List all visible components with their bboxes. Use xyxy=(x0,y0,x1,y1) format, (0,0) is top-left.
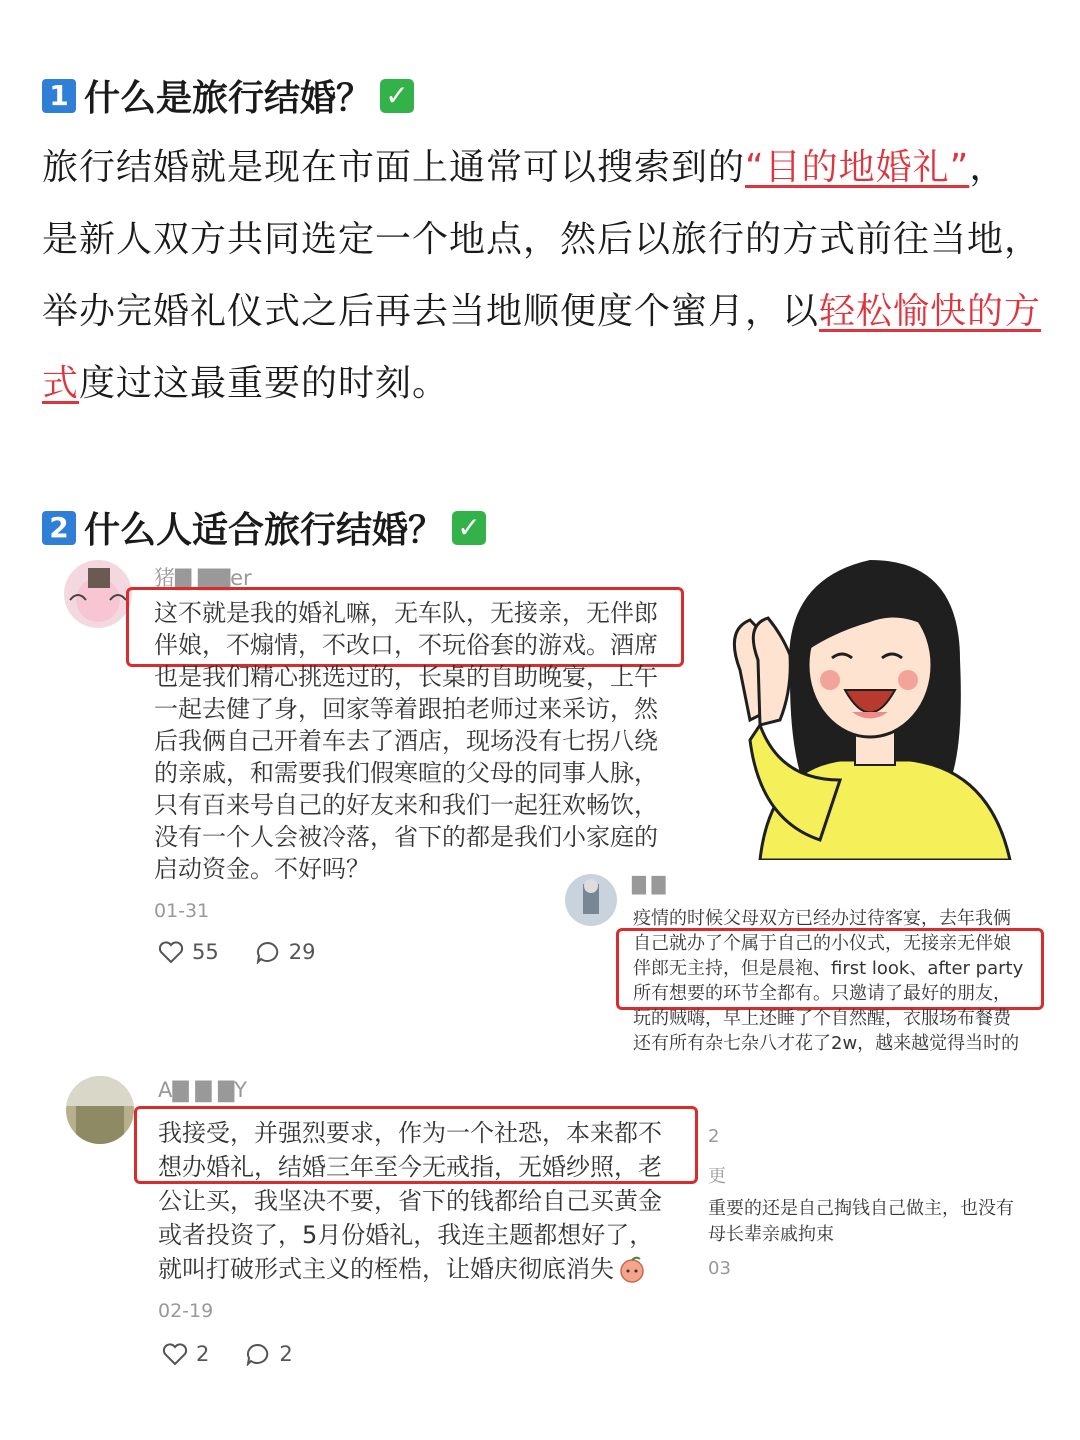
check-mark-icon: ✓ xyxy=(380,79,414,113)
comment-bubble-icon[interactable] xyxy=(245,1342,271,1366)
section-2-title: 什么人适合旅行结婚？ xyxy=(84,510,445,551)
comment-body xyxy=(158,1116,698,1286)
check-mark-icon: ✓ xyxy=(452,511,486,545)
woman-clapping-illustration xyxy=(720,540,1020,860)
avatar-illustration xyxy=(66,1076,134,1144)
intro-highlight-destination-wedding: “目的地婚礼” xyxy=(745,147,970,188)
section-1-title: 什么是旅行结婚？ xyxy=(84,78,373,119)
avatar[interactable] xyxy=(66,1076,134,1144)
comment-username[interactable]: A▇ ▇ ▇Y xyxy=(158,1078,247,1102)
intro-text-a: 旅行结婚就是现在市面上通常可以搜索到的 xyxy=(42,147,746,188)
intro-paragraph xyxy=(42,132,1042,420)
comment-count: 2 xyxy=(279,1342,293,1366)
comment-line: 伴郎无主持，但是晨袍、first look、after party xyxy=(633,958,1024,979)
partial-comment-line: 重要的还是自己掏钱自己做主，也没有 xyxy=(708,1198,1014,1219)
keycap-1-icon: 1 xyxy=(42,79,76,113)
comment-line: 想办婚礼，结婚三年至今无戒指，无婚纱照，老 xyxy=(158,1153,662,1181)
intro-text-c: 度过这最重要的时刻。 xyxy=(79,363,450,404)
comment-line: 一起去健了身，回家等着跟拍老师过来采访，然 xyxy=(154,695,658,723)
comment-body xyxy=(154,597,684,885)
comment-line: 没有一个人会被冷落，省下的都是我们小家庭的 xyxy=(154,823,658,851)
comment-line: 自己就办了个属于自己的小仪式，无接亲无伴娘 xyxy=(633,933,1011,954)
heart-icon[interactable] xyxy=(162,1342,188,1366)
partial-username-2: 更 xyxy=(708,1166,726,1187)
comment-username[interactable]: 猪▇ ▇▇er xyxy=(154,566,252,590)
comment-line-text: 就叫打破形式主义的桎梏，让婚庆彻底消失 xyxy=(158,1255,614,1283)
intro-highlight-relaxed-way: 轻松愉快的方式 xyxy=(42,291,1042,404)
like-count: 2 xyxy=(196,1342,210,1366)
comment-line: 这不就是我的婚礼嘛，无车队，无接亲，无伴郎 xyxy=(154,599,658,627)
comment-line: 伴娘，不煽情，不改口，不玩俗套的游戏。酒席 xyxy=(154,631,658,659)
partial-comment-date: 03 xyxy=(708,1258,731,1279)
comment-line: 的亲戚，和需要我们假寒暄的父母的同事人脉， xyxy=(154,759,658,787)
comment-line: 还有所有杂七杂八才花了2w，越来越觉得当时的 xyxy=(633,1033,1020,1054)
comment-line: 所有想要的环节全都有。只邀请了最好的朋友， xyxy=(633,983,1011,1004)
comment-date: 02-19 xyxy=(158,1300,214,1322)
heart-icon[interactable] xyxy=(158,940,184,964)
comment-line: 或者投资了，5月份婚礼，我连主题都想好了， xyxy=(158,1221,654,1249)
avatar[interactable] xyxy=(64,560,132,628)
comment-line xyxy=(158,1252,698,1286)
peach-emoji-icon xyxy=(618,1255,646,1283)
comment-line: 我接受，并强烈要求，作为一个社恐，本来都不 xyxy=(158,1119,662,1147)
avatar[interactable] xyxy=(565,874,617,926)
intro-text-b: ，是新人双方共同选定一个地点，然后以旅行的方式前往当地，举办完婚礼仪式之后再去当地顺便度个蜜月，以 xyxy=(42,147,1042,332)
comment-line: 疫情的时候父母双方已经办过待客宴，去年我俩 xyxy=(633,908,1011,929)
comment-line: 后我俩自己开着车去了酒店，现场没有七拐八绕 xyxy=(154,727,658,755)
avatar-illustration xyxy=(565,874,617,926)
section-2-heading xyxy=(42,502,486,553)
comment-date: 01-31 xyxy=(154,900,210,922)
comment-line: 玩的贼嗨，早上还睡了个自然醒，衣服场布餐费 xyxy=(633,1008,1011,1029)
comment-line: 也是我们精心挑选过的，长桌的自助晚宴，上午 xyxy=(154,663,658,691)
keycap-2-icon: 2 xyxy=(42,511,76,545)
comment-line: 只有百来号自己的好友来和我们一起狂欢畅饮， xyxy=(154,791,658,819)
comment-line: 启动资金。不好吗？ xyxy=(154,855,370,883)
section-1-heading xyxy=(42,70,414,121)
avatar-illustration xyxy=(64,560,132,628)
comment-body xyxy=(633,906,1043,1056)
comment-username[interactable]: ▇ ▇ xyxy=(632,874,666,895)
comment-bubble-icon[interactable] xyxy=(255,940,281,964)
comment-stats xyxy=(158,940,315,964)
comment-count: 29 xyxy=(288,940,316,964)
like-count: 55 xyxy=(192,940,219,964)
comment-stats xyxy=(162,1342,293,1366)
partial-comment-line: 母长辈亲戚拘束 xyxy=(708,1224,834,1245)
comment-line: 公让买，我坚决不要，省下的钱都给自己买黄金 xyxy=(158,1187,662,1215)
partial-username: 2 xyxy=(708,1126,720,1147)
